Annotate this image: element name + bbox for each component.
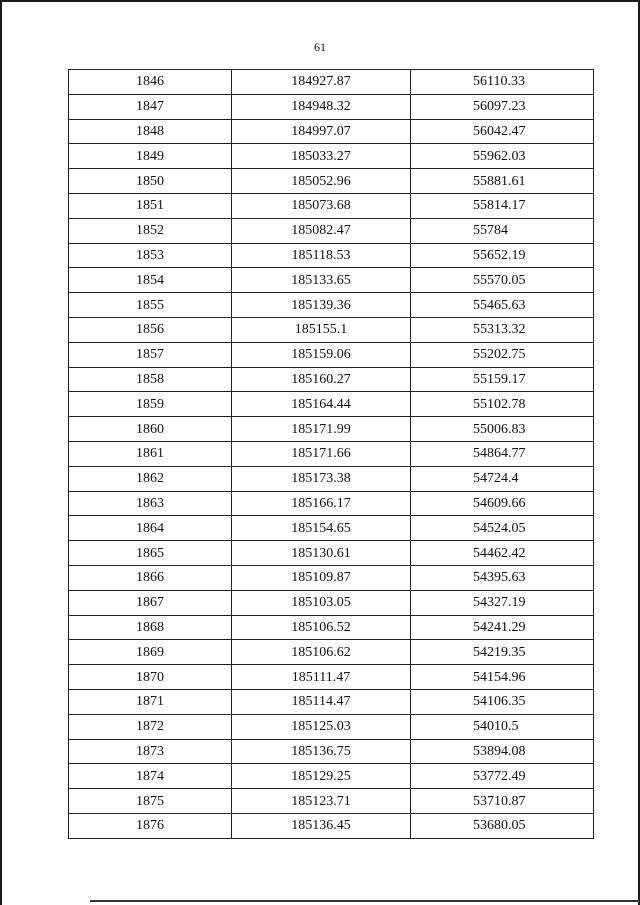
table-row: [69, 169, 594, 194]
table-row: [69, 417, 594, 442]
value-a-cell: 185133.65: [232, 268, 411, 293]
value-a-cell: 185125.03: [232, 714, 411, 739]
year-cell: 1862: [69, 466, 232, 491]
table-row: [69, 764, 594, 789]
table-row: [69, 94, 594, 119]
table-row: [69, 70, 594, 95]
year-cell: 1857: [69, 342, 232, 367]
year-cell: 1866: [69, 565, 232, 590]
table-row: [69, 739, 594, 764]
year-cell: 1871: [69, 689, 232, 714]
year-cell: 1852: [69, 218, 232, 243]
table-row: [69, 317, 594, 342]
year-cell: 1851: [69, 193, 232, 218]
value-a-cell: 185111.47: [232, 665, 411, 690]
value-b-cell: 54609.66: [411, 491, 594, 516]
value-a-cell: 185166.17: [232, 491, 411, 516]
value-b-cell: 53772.49: [411, 764, 594, 789]
value-b-cell: 55465.63: [411, 293, 594, 318]
year-cell: 1863: [69, 491, 232, 516]
year-cell: 1868: [69, 615, 232, 640]
table-row: [69, 193, 594, 218]
value-a-cell: 185136.45: [232, 813, 411, 838]
value-a-cell: 185073.68: [232, 193, 411, 218]
value-a-cell: 185118.53: [232, 243, 411, 268]
value-b-cell: 54524.05: [411, 516, 594, 541]
value-b-cell: 54395.63: [411, 565, 594, 590]
value-b-cell: 55784: [411, 218, 594, 243]
value-b-cell: 55570.05: [411, 268, 594, 293]
year-cell: 1869: [69, 640, 232, 665]
year-cell: 1855: [69, 293, 232, 318]
value-b-cell: 55159.17: [411, 367, 594, 392]
table-row: [69, 689, 594, 714]
value-b-cell: 55102.78: [411, 392, 594, 417]
year-cell: 1846: [69, 70, 232, 95]
table-row: [69, 367, 594, 392]
table-row: [69, 243, 594, 268]
data-table-body: [69, 70, 594, 839]
page-border-bottom: [90, 900, 640, 902]
table-row: [69, 789, 594, 814]
page-border-left: [0, 0, 2, 905]
value-a-cell: 185160.27: [232, 367, 411, 392]
value-b-cell: 56110.33: [411, 70, 594, 95]
year-cell: 1859: [69, 392, 232, 417]
value-a-cell: 184997.07: [232, 119, 411, 144]
value-b-cell: 53710.87: [411, 789, 594, 814]
page-number: 61: [314, 40, 326, 54]
value-b-cell: 56097.23: [411, 94, 594, 119]
table-row: [69, 342, 594, 367]
value-a-cell: 185171.66: [232, 441, 411, 466]
value-b-cell: 55006.83: [411, 417, 594, 442]
table-row: [69, 665, 594, 690]
year-cell: 1848: [69, 119, 232, 144]
value-a-cell: 185171.99: [232, 417, 411, 442]
value-b-cell: 54864.77: [411, 441, 594, 466]
table-row: [69, 565, 594, 590]
year-cell: 1847: [69, 94, 232, 119]
year-cell: 1860: [69, 417, 232, 442]
value-b-cell: 54154.96: [411, 665, 594, 690]
value-a-cell: 185103.05: [232, 590, 411, 615]
value-a-cell: 185106.52: [232, 615, 411, 640]
value-b-cell: 55313.32: [411, 317, 594, 342]
table-row: [69, 268, 594, 293]
value-b-cell: 54462.42: [411, 541, 594, 566]
value-b-cell: 54724.4: [411, 466, 594, 491]
year-cell: 1858: [69, 367, 232, 392]
value-a-cell: 184927.87: [232, 70, 411, 95]
value-b-cell: 53680.05: [411, 813, 594, 838]
year-cell: 1873: [69, 739, 232, 764]
value-b-cell: 54241.29: [411, 615, 594, 640]
year-cell: 1853: [69, 243, 232, 268]
table-row: [69, 144, 594, 169]
table-row: [69, 813, 594, 838]
value-b-cell: 54106.35: [411, 689, 594, 714]
table-row: [69, 541, 594, 566]
value-a-cell: 185130.61: [232, 541, 411, 566]
year-cell: 1849: [69, 144, 232, 169]
year-cell: 1870: [69, 665, 232, 690]
year-cell: 1850: [69, 169, 232, 194]
value-b-cell: 54219.35: [411, 640, 594, 665]
value-a-cell: 185155.1: [232, 317, 411, 342]
value-a-cell: 185129.25: [232, 764, 411, 789]
year-cell: 1872: [69, 714, 232, 739]
value-a-cell: 185106.62: [232, 640, 411, 665]
value-a-cell: 185123.71: [232, 789, 411, 814]
year-cell: 1876: [69, 813, 232, 838]
value-a-cell: 185052.96: [232, 169, 411, 194]
value-a-cell: 185159.06: [232, 342, 411, 367]
table-row: [69, 441, 594, 466]
value-a-cell: 185154.65: [232, 516, 411, 541]
value-a-cell: 185033.27: [232, 144, 411, 169]
year-cell: 1861: [69, 441, 232, 466]
value-b-cell: 56042.47: [411, 119, 594, 144]
table-row: [69, 491, 594, 516]
year-cell: 1856: [69, 317, 232, 342]
table-row: [69, 218, 594, 243]
year-cell: 1865: [69, 541, 232, 566]
value-b-cell: 54010.5: [411, 714, 594, 739]
value-a-cell: 185082.47: [232, 218, 411, 243]
value-a-cell: 185164.44: [232, 392, 411, 417]
table-row: [69, 516, 594, 541]
value-b-cell: 55202.75: [411, 342, 594, 367]
year-cell: 1875: [69, 789, 232, 814]
value-a-cell: 185139.36: [232, 293, 411, 318]
year-cell: 1864: [69, 516, 232, 541]
page-border-top: [0, 0, 640, 2]
year-cell: 1874: [69, 764, 232, 789]
year-cell: 1854: [69, 268, 232, 293]
table-row: [69, 615, 594, 640]
value-b-cell: 55652.19: [411, 243, 594, 268]
value-a-cell: 185114.47: [232, 689, 411, 714]
value-a-cell: 185109.87: [232, 565, 411, 590]
table-row: [69, 714, 594, 739]
value-a-cell: 185173.38: [232, 466, 411, 491]
table-row: [69, 119, 594, 144]
data-table: [68, 69, 594, 839]
table-row: [69, 640, 594, 665]
table-row: [69, 293, 594, 318]
value-a-cell: 185136.75: [232, 739, 411, 764]
value-b-cell: 54327.19: [411, 590, 594, 615]
table-row: [69, 392, 594, 417]
value-b-cell: 55962.03: [411, 144, 594, 169]
value-a-cell: 184948.32: [232, 94, 411, 119]
year-cell: 1867: [69, 590, 232, 615]
table-row: [69, 590, 594, 615]
value-b-cell: 53894.08: [411, 739, 594, 764]
value-b-cell: 55881.61: [411, 169, 594, 194]
value-b-cell: 55814.17: [411, 193, 594, 218]
table-row: [69, 466, 594, 491]
